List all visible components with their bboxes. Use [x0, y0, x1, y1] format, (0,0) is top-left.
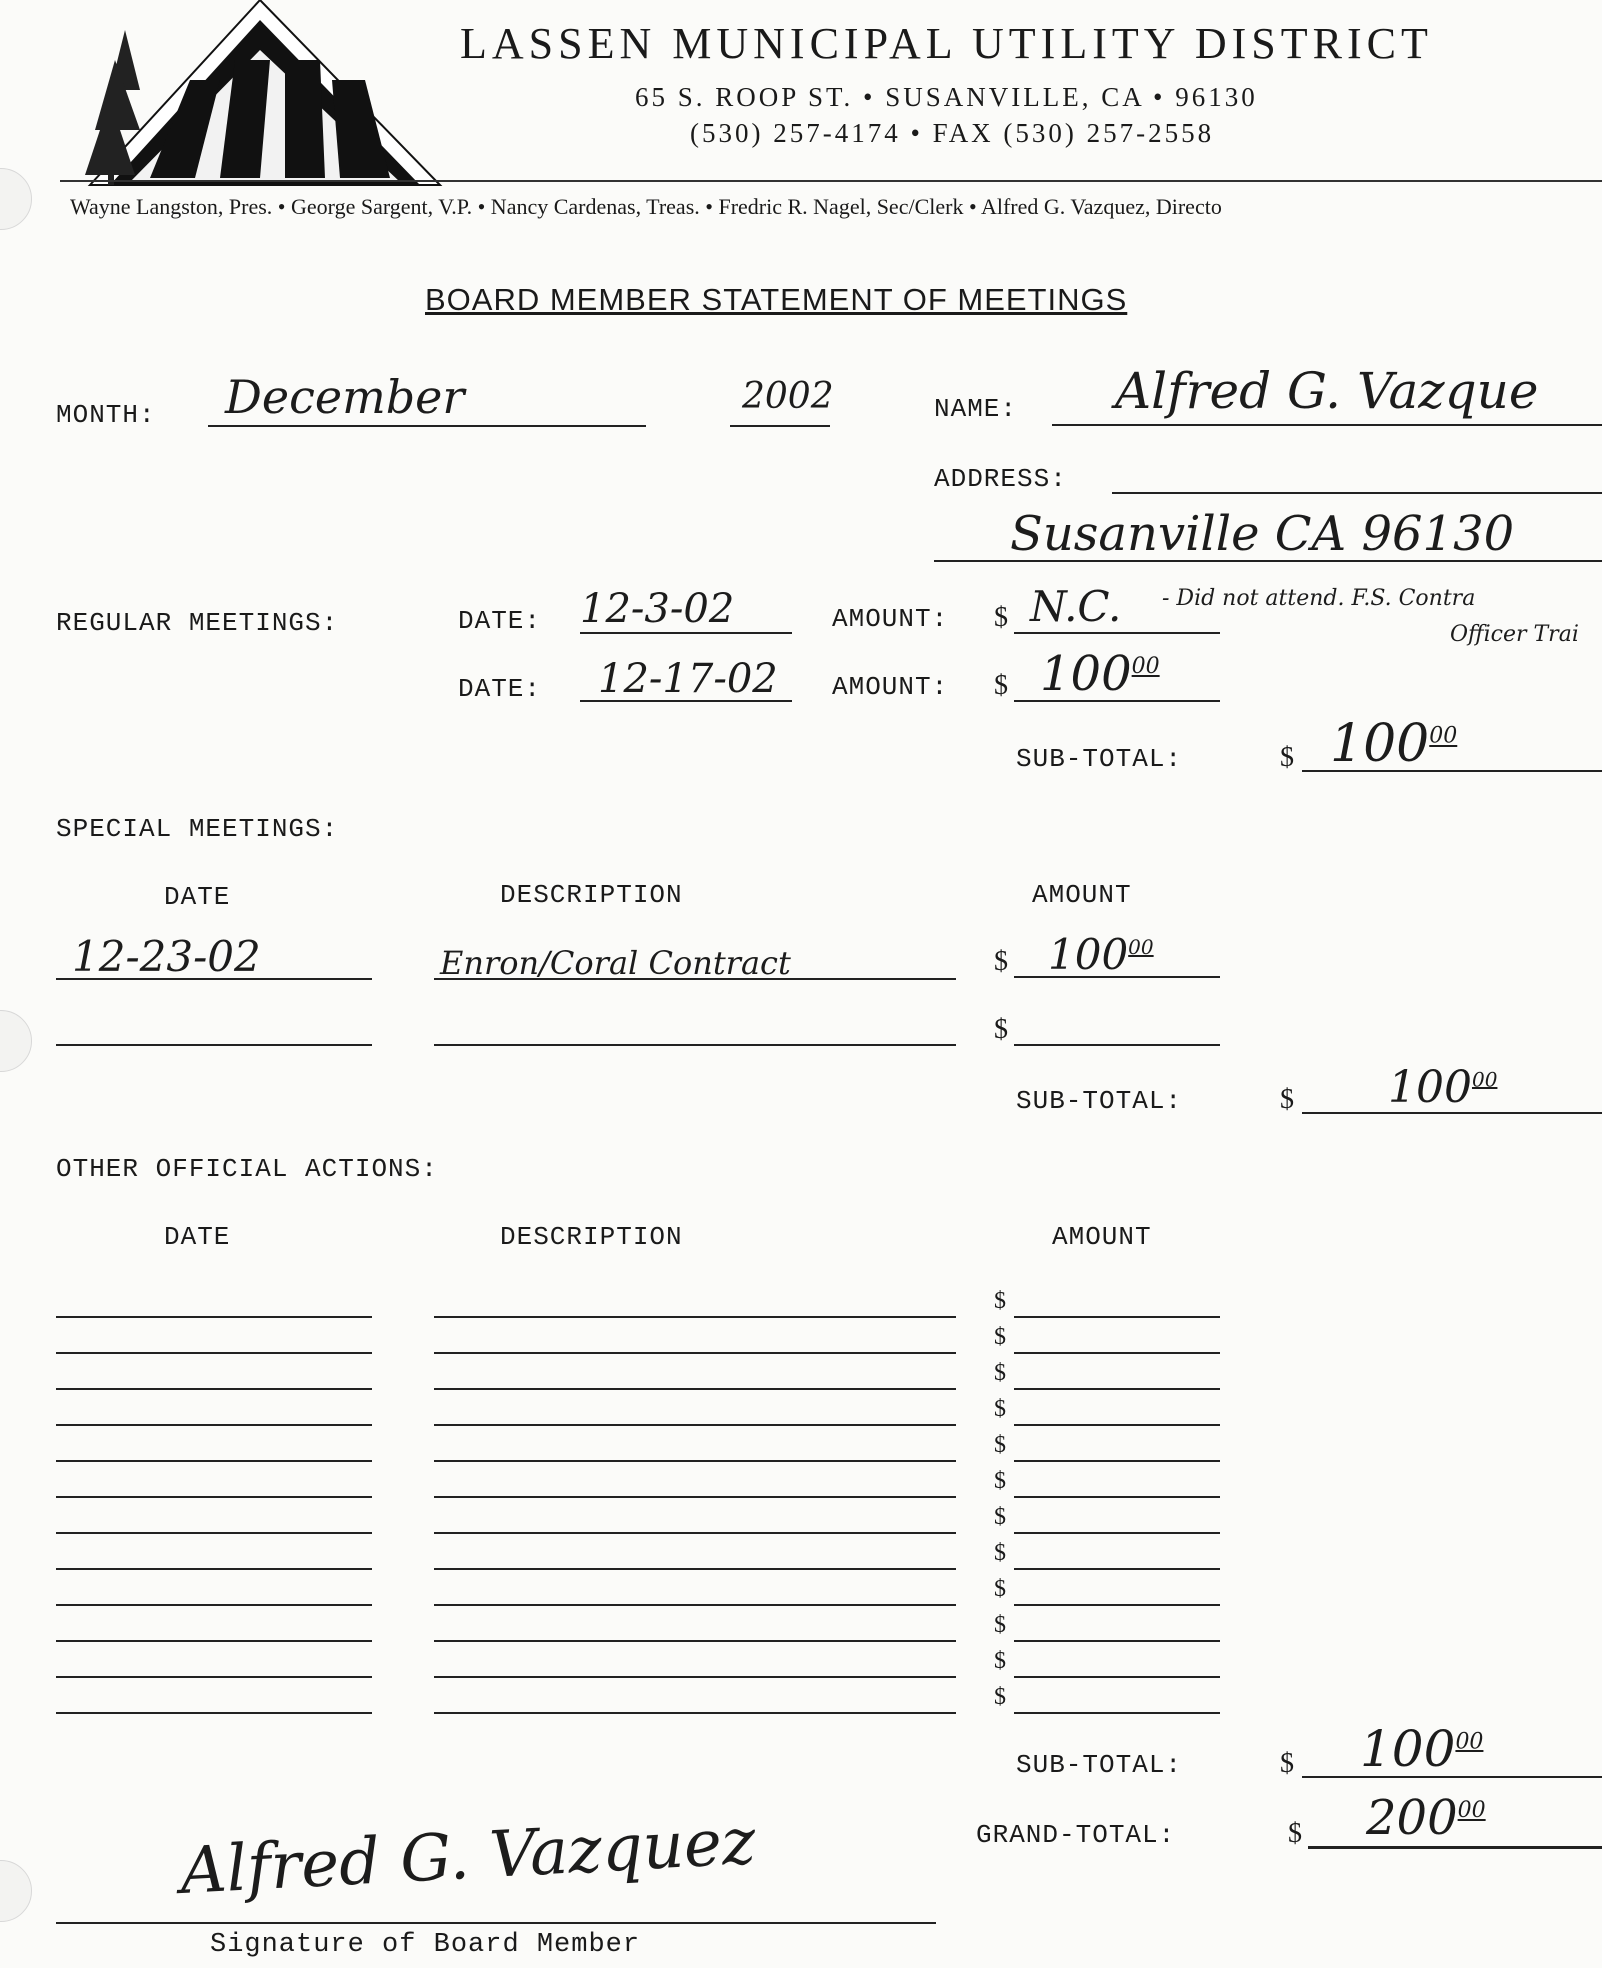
other-date-line — [56, 1496, 372, 1498]
subtotal-cents: 00 — [1471, 1067, 1498, 1092]
other-subtotal-value — [1360, 1720, 1483, 1778]
other-amount-line — [1014, 1496, 1220, 1498]
special-subtotal-value — [1388, 1062, 1497, 1113]
currency-symbol: $ — [1288, 1818, 1302, 1849]
other-date-line — [56, 1424, 372, 1426]
currency-symbol: $ — [1280, 1084, 1294, 1115]
currency-symbol: $ — [994, 1288, 1006, 1314]
other-amount-line — [1014, 1604, 1220, 1606]
other-col-description: DESCRIPTION — [500, 1222, 683, 1252]
other-description-line — [434, 1352, 956, 1354]
regular-date-value[interactable]: 12-17-02 — [598, 656, 778, 702]
regular-date-line — [580, 632, 792, 634]
regular-date-label: DATE: — [458, 606, 542, 636]
name-line — [1052, 424, 1602, 426]
regular-note: - Did not attend. F.S. Contra — [1162, 586, 1476, 611]
other-amount-line — [1014, 1676, 1220, 1678]
special-subtotal-label: SUB-TOTAL: — [1016, 1086, 1183, 1116]
currency-symbol: $ — [994, 1396, 1006, 1422]
special-amount-line — [1014, 1044, 1220, 1046]
other-amount-line — [1014, 1316, 1220, 1318]
regular-date-label: DATE: — [458, 674, 542, 704]
regular-subtotal-label: SUB-TOTAL: — [1016, 744, 1183, 774]
regular-amount-line — [1014, 632, 1220, 634]
special-col-description: DESCRIPTION — [500, 880, 683, 910]
other-description-line — [434, 1712, 956, 1714]
other-amount-line — [1014, 1424, 1220, 1426]
currency-symbol: $ — [994, 1468, 1006, 1494]
regular-amount-value[interactable]: N.C. — [1030, 582, 1122, 631]
other-description-line — [434, 1496, 956, 1498]
amount-cents: 00 — [1131, 654, 1160, 679]
other-amount-line — [1014, 1352, 1220, 1354]
other-description-line — [434, 1388, 956, 1390]
other-date-line — [56, 1640, 372, 1642]
address-line-1 — [1112, 492, 1602, 494]
month-value[interactable]: December — [225, 370, 465, 424]
other-date-line — [56, 1388, 372, 1390]
other-description-line — [434, 1460, 956, 1462]
binder-hole — [0, 168, 32, 230]
special-meetings-label: SPECIAL MEETINGS: — [56, 814, 339, 844]
regular-note-2: Officer Trai — [1450, 622, 1579, 647]
grand-total-line — [1308, 1846, 1602, 1849]
currency-symbol: $ — [994, 602, 1008, 633]
other-date-line — [56, 1352, 372, 1354]
grand-total-cents: 00 — [1457, 1798, 1486, 1823]
subtotal-dollars[interactable]: 100 — [1330, 714, 1430, 774]
other-amount-line — [1014, 1532, 1220, 1534]
subtotal-dollars[interactable]: 100 — [1388, 1062, 1472, 1113]
other-date-line — [56, 1532, 372, 1534]
other-description-line — [434, 1568, 956, 1570]
currency-symbol: $ — [1280, 1748, 1294, 1779]
subtotal-cents: 00 — [1429, 723, 1458, 749]
regular-date-value[interactable]: 12-3-02 — [580, 586, 735, 632]
other-date-line — [56, 1712, 372, 1714]
currency-symbol: $ — [994, 946, 1008, 977]
currency-symbol: $ — [994, 1504, 1006, 1530]
other-date-line — [56, 1568, 372, 1570]
grand-total-dollars[interactable]: 200 — [1366, 1790, 1458, 1846]
other-amount-line — [1014, 1388, 1220, 1390]
org-name: LASSEN MUNICIPAL UTILITY DISTRICT — [460, 19, 1433, 68]
district-logo — [70, 0, 450, 188]
month-label: MONTH: — [56, 400, 156, 430]
currency-symbol: $ — [994, 1540, 1006, 1566]
amount-cents: 00 — [1128, 935, 1154, 959]
org-phone: (530) 257-4174 • FAX (530) 257-2558 — [690, 118, 1215, 148]
special-col-date: DATE — [164, 882, 231, 912]
other-amount-line — [1014, 1460, 1220, 1462]
year-value[interactable]: 2002 — [742, 376, 834, 417]
other-description-line — [434, 1424, 956, 1426]
currency-symbol: $ — [994, 1324, 1006, 1350]
other-actions-label: OTHER OFFICIAL ACTIONS: — [56, 1154, 438, 1184]
other-subtotal-label: SUB-TOTAL: — [1016, 1750, 1183, 1780]
currency-symbol: $ — [1280, 742, 1294, 773]
subtotal-cents: 00 — [1455, 1729, 1484, 1755]
currency-symbol: $ — [994, 1360, 1006, 1386]
other-date-line — [56, 1676, 372, 1678]
org-address: 65 S. ROOP ST. • SUSANVILLE, CA • 96130 — [635, 82, 1258, 112]
other-description-line — [434, 1640, 956, 1642]
currency-symbol: $ — [994, 1612, 1006, 1638]
other-col-date: DATE — [164, 1222, 231, 1252]
special-description-value[interactable]: Enron/Coral Contract — [440, 944, 791, 982]
name-label: NAME: — [934, 394, 1018, 424]
currency-symbol: $ — [994, 1648, 1006, 1674]
special-date-line — [56, 1044, 372, 1046]
other-amount-line — [1014, 1712, 1220, 1714]
currency-symbol: $ — [994, 670, 1008, 701]
signature-line — [56, 1922, 936, 1924]
month-line — [208, 425, 646, 427]
currency-symbol: $ — [994, 1014, 1008, 1045]
special-description-line — [434, 1044, 956, 1046]
other-date-line — [56, 1460, 372, 1462]
grand-total-label: GRAND-TOTAL: — [976, 1820, 1176, 1850]
other-description-line — [434, 1316, 956, 1318]
special-amount-value — [1048, 930, 1154, 979]
other-date-line — [56, 1316, 372, 1318]
amount-dollars[interactable]: 100 — [1048, 930, 1129, 979]
special-col-amount: AMOUNT — [1032, 880, 1132, 910]
subtotal-dollars[interactable]: 100 — [1360, 1720, 1456, 1778]
binder-hole — [0, 1860, 32, 1922]
address-label: ADDRESS: — [934, 464, 1067, 494]
other-col-amount: AMOUNT — [1052, 1222, 1152, 1252]
other-amount-line — [1014, 1640, 1220, 1642]
form-title: BOARD MEMBER STATEMENT OF MEETINGS — [425, 282, 1128, 317]
other-date-line — [56, 1604, 372, 1606]
currency-symbol: $ — [994, 1576, 1006, 1602]
other-amount-line — [1014, 1568, 1220, 1570]
regular-amount-label: AMOUNT: — [832, 604, 949, 634]
other-description-line — [434, 1604, 956, 1606]
special-date-value[interactable]: 12-23-02 — [72, 932, 261, 981]
name-value[interactable]: Alfred G. Vazque — [1115, 362, 1539, 420]
regular-amount-value — [1040, 646, 1160, 702]
amount-dollars[interactable]: 100 — [1040, 646, 1132, 702]
regular-amount-label: AMOUNT: — [832, 672, 949, 702]
regular-meetings-label: REGULAR MEETINGS: — [56, 608, 339, 638]
regular-subtotal-value — [1330, 714, 1457, 774]
other-description-line — [434, 1676, 956, 1678]
grand-total-value — [1366, 1790, 1486, 1846]
currency-symbol: $ — [994, 1684, 1006, 1710]
signature-value[interactable]: Alfred G. Vazquez — [178, 1804, 758, 1910]
address-value-2[interactable]: Susanville CA 96130 — [1010, 506, 1515, 562]
header-divider — [60, 180, 1602, 182]
year-line — [730, 425, 830, 427]
other-description-line — [434, 1532, 956, 1534]
binder-hole — [0, 1010, 32, 1072]
officers-line: Wayne Langston, Pres. • George Sargent, V.P. • Nancy Cardenas, Treas. • Fredric R. Nagel, Sec/Clerk • Alfred G. Vazquez, Directo — [70, 194, 1222, 219]
currency-symbol: $ — [994, 1432, 1006, 1458]
signature-label: Signature of Board Member — [210, 1930, 641, 1960]
